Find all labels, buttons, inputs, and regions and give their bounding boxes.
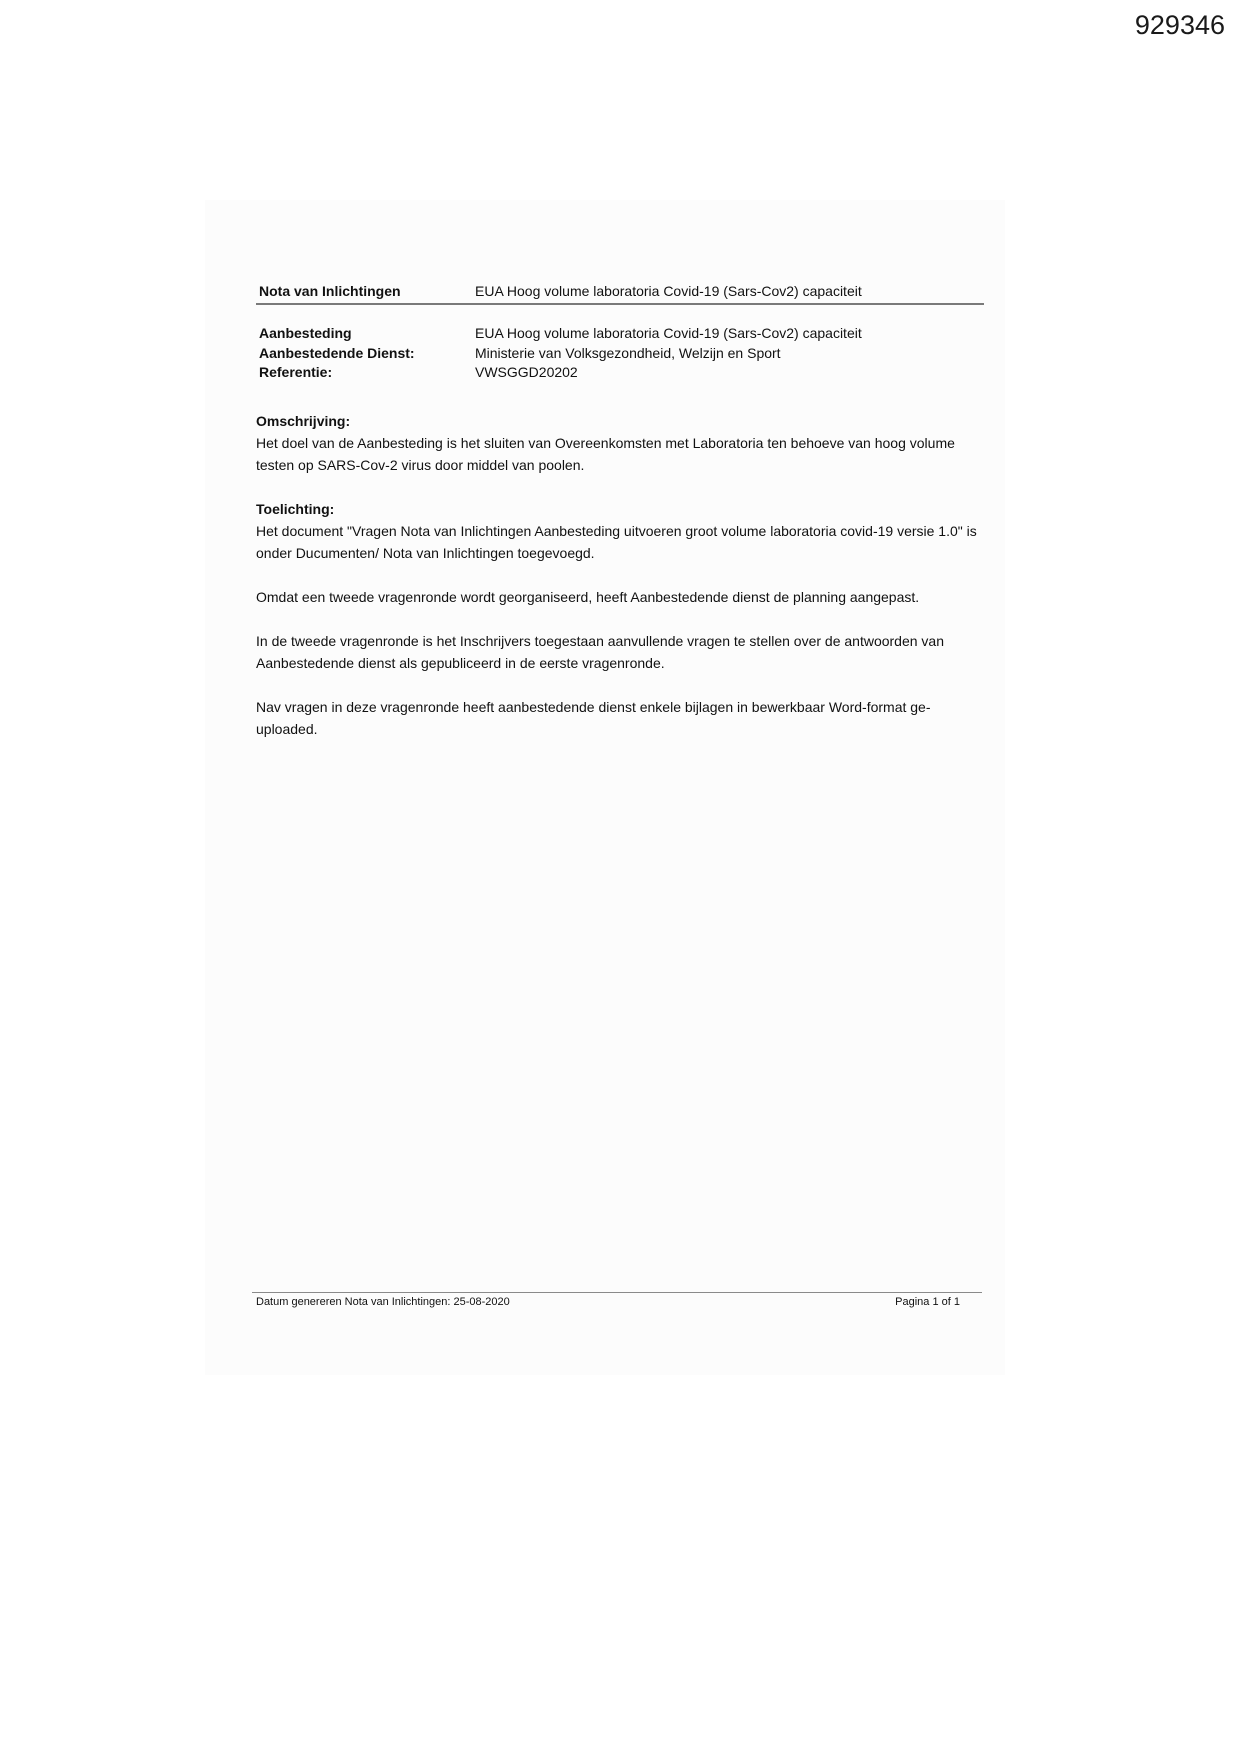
header-label: Nota van Inlichtingen <box>259 283 401 299</box>
metadata-row-referentie <box>259 364 979 384</box>
omschrijving-heading: Omschrijving: <box>256 413 351 429</box>
header-divider <box>256 303 984 305</box>
footer-divider <box>252 1292 982 1293</box>
metadata-label: Aanbestedende Dienst: <box>259 344 415 361</box>
footer-generation-date: Datum genereren Nota van Inlichtingen: 25-08-2020 <box>256 1296 510 1308</box>
document-body <box>256 410 986 762</box>
document-number: 929346 <box>1134 10 1225 40</box>
metadata-label: Aanbesteding <box>259 325 352 341</box>
toelichting-paragraph: Het document "Vragen Nota van Inlichtingen Aanbesteding uitvoeren groot volume laboratoria covid-19 versie 1.0" is onder Ducumenten/ Nota van Inlichtingen toegevoegd. <box>256 523 977 561</box>
metadata-table <box>259 325 979 384</box>
document-header <box>256 283 984 305</box>
header-title: EUA Hoog volume laboratoria Covid-19 (Sars-Cov2) capaciteit <box>475 283 862 299</box>
toelichting-paragraph: Omdat een tweede vragenronde wordt georganiseerd, heeft Aanbestedende dienst de planning aangepast. <box>256 589 920 605</box>
metadata-row-dienst <box>259 345 979 365</box>
toelichting-paragraph: In de tweede vragenronde is het Inschrijvers toegestaan aanvullende vragen te stellen over de antwoorden van Aanbestedende dienst als gepubliceerd in de eerste vragenronde. <box>256 633 945 671</box>
metadata-label: Referentie: <box>259 364 333 380</box>
metadata-value: EUA Hoog volume laboratoria Covid-19 (Sars-Cov2) capaciteit <box>475 325 862 341</box>
metadata-row-aanbesteding <box>259 325 979 345</box>
toelichting-heading: Toelichting: <box>256 501 335 517</box>
metadata-value: VWSGGD20202 <box>475 364 578 380</box>
omschrijving-text: Het doel van de Aanbesteding is het sluiten van Overeenkomsten met Laboratoria ten behoeve van hoog volume testen op SARS-Cov-2 virus door middel van poolen. <box>256 435 955 473</box>
footer-page-number: Pagina 1 of 1 <box>895 1296 960 1308</box>
metadata-value: Ministerie van Volksgezondheid, Welzijn en Sport <box>475 344 781 361</box>
toelichting-paragraph: Nav vragen in deze vragenronde heeft aanbestedende dienst enkele bijlagen in bewerkbaar Word-format ge-uploaded. <box>256 699 931 737</box>
